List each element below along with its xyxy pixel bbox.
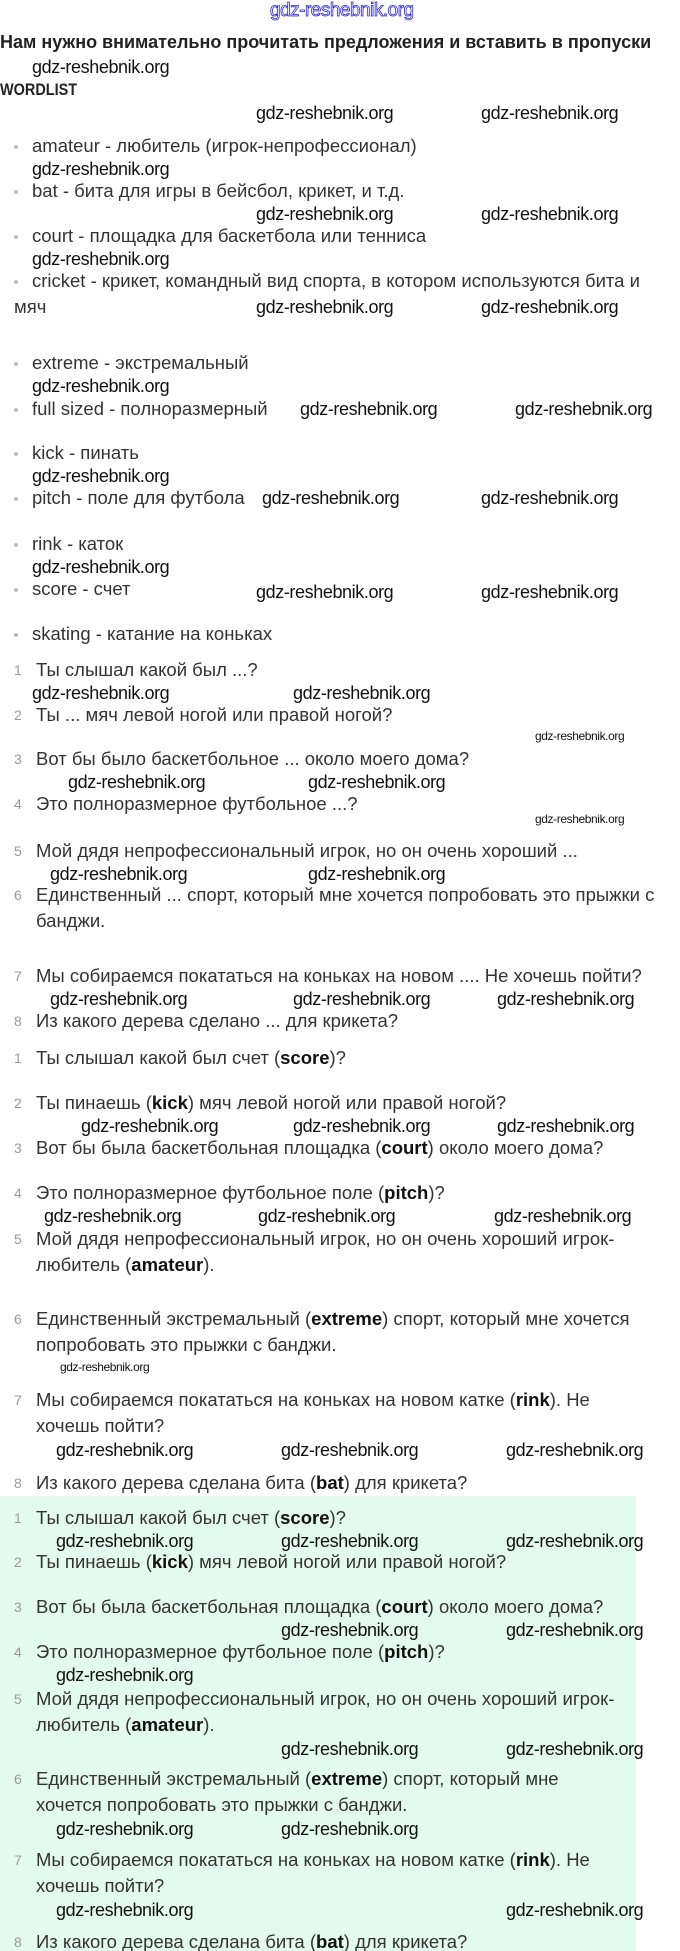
bullet-icon [14, 588, 18, 592]
bullet-icon [14, 408, 18, 412]
question-item [14, 657, 674, 683]
answer-word: bat [316, 1472, 344, 1493]
answer-text-after: )? [329, 1507, 346, 1528]
watermark-text: gdz-reshebnik.org [535, 729, 625, 743]
answer-word: pitch [384, 1182, 429, 1203]
watermark-text: gdz-reshebnik.org [50, 989, 188, 1009]
bullet-icon [14, 280, 18, 284]
watermark-text: gdz-reshebnik.org [68, 772, 206, 792]
watermark-text: gdz-reshebnik.org [256, 103, 394, 123]
answer-text-after: ) около моего дома? [427, 1596, 604, 1617]
answer-text [36, 1180, 445, 1206]
answer-text [36, 1766, 624, 1818]
answer-text-before: Из какого дерева сделана бита ( [36, 1931, 317, 1951]
answer-item [14, 1135, 654, 1161]
wordlist-item-text: score - счет [32, 578, 131, 599]
wordlist-item-text: pitch - поле для футбола [32, 487, 245, 508]
answer-text-before: Ты слышал какой был счет ( [36, 1047, 281, 1068]
watermark-text: gdz-reshebnik.org [308, 772, 446, 792]
answer-word: rink [515, 1849, 550, 1870]
answer-text [36, 1306, 654, 1358]
question-text: Из какого дерева сделано ... для крикета? [36, 1010, 399, 1031]
site-header-link[interactable]: gdz-reshebnik.org [270, 0, 414, 21]
item-number: 3 [14, 1599, 22, 1615]
answer-text [36, 1594, 603, 1620]
item-number: 1 [14, 662, 22, 678]
answer-text [36, 1639, 445, 1665]
item-number: 7 [14, 1852, 22, 1868]
answer-word: amateur [131, 1254, 204, 1275]
answer-text-after: ). Не хочешь пойти? [36, 1389, 590, 1436]
watermark-text: gdz-reshebnik.org [256, 204, 394, 224]
wordlist-item [14, 350, 654, 376]
item-number: 3 [14, 751, 22, 767]
item-number: 1 [14, 1510, 22, 1526]
watermark-text: gdz-reshebnik.org [293, 1116, 431, 1136]
item-number: 7 [14, 968, 22, 984]
wordlist-item-text: court - площадка для баскетбола или тенниса [32, 225, 427, 246]
answer-text [36, 1505, 346, 1531]
page-title: Нам нужно внимательно прочитать предложения и вставить в пропуски [0, 32, 652, 52]
watermark-text: gdz-reshebnik.org [506, 1739, 644, 1759]
answer-word: pitch [384, 1641, 429, 1662]
answer-text-after: ) спорт, который мне хочется попробовать это прыжки с банджи. [36, 1768, 559, 1815]
watermark-text: gdz-reshebnik.org [262, 488, 400, 508]
watermark-text: gdz-reshebnik.org [50, 864, 188, 884]
answer-text-after: ) мяч левой ногой или правой ногой? [187, 1551, 507, 1572]
wordlist-heading: WORDLIST [0, 80, 78, 99]
answer-text-before: Из какого дерева сделана бита ( [36, 1472, 317, 1493]
answer-text [36, 1090, 506, 1116]
answer-item [14, 1639, 624, 1665]
question-item [14, 838, 674, 864]
item-number: 8 [14, 1934, 22, 1950]
item-number: 2 [14, 1095, 22, 1111]
answer-text [36, 1549, 506, 1575]
answer-text-after: ) мяч левой ногой или правой ногой? [187, 1092, 507, 1113]
watermark-text: gdz-reshebnik.org [281, 1819, 419, 1839]
watermark-text: gdz-reshebnik.org [32, 159, 170, 179]
watermark-text: gdz-reshebnik.org [481, 488, 619, 508]
item-number: 8 [14, 1475, 22, 1491]
answer-text [36, 1929, 467, 1951]
answer-text [36, 1226, 654, 1278]
bullet-icon [14, 452, 18, 456]
bullet-icon [14, 633, 18, 637]
question-item [14, 1008, 674, 1034]
wordlist-item-text: rink - каток [32, 533, 124, 554]
watermark-text: gdz-reshebnik.org [56, 1531, 194, 1551]
answer-text-after: )? [329, 1047, 346, 1068]
wordlist-item-text: full sized - полноразмерный [32, 398, 268, 419]
answer-text-before: Ты пинаешь ( [36, 1551, 152, 1572]
item-number: 5 [14, 1231, 22, 1247]
watermark-text: gdz-reshebnik.org [506, 1440, 644, 1460]
answer-text-after: )? [428, 1182, 445, 1203]
answer-text-before: Единственный экстремальный ( [36, 1768, 312, 1789]
answer-text [36, 1847, 624, 1899]
wordlist-item [14, 621, 654, 647]
item-number: 4 [14, 1185, 22, 1201]
question-item [14, 746, 674, 772]
answer-item [14, 1306, 654, 1358]
watermark-text: gdz-reshebnik.org [281, 1620, 419, 1640]
watermark-text: gdz-reshebnik.org [56, 1440, 194, 1460]
wordlist-item-text: amateur - любитель (игрок-непрофессионал) [32, 135, 417, 156]
answer-item [14, 1594, 624, 1620]
watermark-text: gdz-reshebnik.org [32, 57, 170, 77]
answer-text-after: ). Не хочешь пойти? [36, 1849, 590, 1896]
item-number: 5 [14, 1691, 22, 1707]
answer-word: court [381, 1137, 428, 1158]
watermark-text: gdz-reshebnik.org [32, 249, 170, 269]
watermark-text: gdz-reshebnik.org [281, 1739, 419, 1759]
answer-item [14, 1226, 654, 1278]
watermark-text: gdz-reshebnik.org [56, 1665, 194, 1685]
answer-text-after: ) для крикета? [343, 1472, 468, 1493]
watermark-text: gdz-reshebnik.org [535, 812, 625, 826]
watermark-text: gdz-reshebnik.org [281, 1440, 419, 1460]
watermark-text: gdz-reshebnik.org [60, 1360, 150, 1374]
answer-item [14, 1847, 624, 1899]
answer-text-before: Ты слышал какой был счет ( [36, 1507, 281, 1528]
watermark-text: gdz-reshebnik.org [81, 1116, 219, 1136]
watermark-text: gdz-reshebnik.org [56, 1900, 194, 1920]
bullet-icon [14, 362, 18, 366]
answer-text-after: ) спорт, который мне хочется попробовать это прыжки с банджи. [36, 1308, 630, 1355]
question-text: Вот бы было баскетбольное ... около моего дома? [36, 748, 470, 769]
wordlist-item-text: bat - бита для игры в бейсбол, крикет, и т.д. [32, 180, 405, 201]
wordlist-item-text: cricket - крикет, командный вид спорта, в котором используются бита и мяч [14, 270, 640, 317]
answer-word: kick [151, 1551, 188, 1572]
answer-word: kick [151, 1092, 188, 1113]
item-number: 1 [14, 1050, 22, 1066]
answer-text-before: Мой дядя непрофессиональный игрок, но он очень хороший игрок-любитель ( [36, 1228, 615, 1275]
watermark-text: gdz-reshebnik.org [497, 989, 635, 1009]
answer-word: court [381, 1596, 428, 1617]
watermark-text: gdz-reshebnik.org [506, 1531, 644, 1551]
answer-text-before: Вот бы была баскетбольная площадка ( [36, 1137, 382, 1158]
wordlist-item-text: extreme - экстремальный [32, 352, 249, 373]
wordlist-item [14, 178, 654, 204]
watermark-text: gdz-reshebnik.org [497, 1116, 635, 1136]
watermark-text: gdz-reshebnik.org [281, 1531, 419, 1551]
question-item [14, 702, 674, 728]
watermark-text: gdz-reshebnik.org [293, 683, 431, 703]
item-number: 4 [14, 1644, 22, 1660]
bullet-icon [14, 190, 18, 194]
question-text: Ты ... мяч левой ногой или правой ногой? [36, 704, 393, 725]
watermark-text: gdz-reshebnik.org [308, 864, 446, 884]
item-number: 7 [14, 1392, 22, 1408]
answer-word: amateur [131, 1714, 204, 1735]
answer-text-before: Мы собираемся покататься на коньках на новом катке ( [36, 1849, 516, 1870]
answer-text [36, 1045, 346, 1071]
watermark-text: gdz-reshebnik.org [258, 1206, 396, 1226]
watermark-text: gdz-reshebnik.org [32, 683, 170, 703]
answer-text [36, 1387, 654, 1439]
answer-word: score [280, 1047, 330, 1068]
item-number: 8 [14, 1013, 22, 1029]
wordlist-item [14, 531, 654, 557]
answer-item [14, 1929, 624, 1951]
question-text: Единственный ... спорт, который мне хочется попробовать это прыжки с банджи. [36, 884, 655, 931]
item-number: 2 [14, 1554, 22, 1570]
answer-text-after: ). [203, 1254, 215, 1275]
question-text: Ты слышал какой был ...? [36, 659, 258, 680]
answer-text-before: Это полноразмерное футбольное поле ( [36, 1641, 385, 1662]
wordlist-item [14, 440, 654, 466]
answer-word: extreme [311, 1308, 383, 1329]
watermark-text: gdz-reshebnik.org [32, 376, 170, 396]
answer-item [14, 1470, 654, 1496]
answer-text-before: Единственный экстремальный ( [36, 1308, 312, 1329]
question-text: Мы собираемся покататься на коньках на новом .... Не хочешь пойти? [36, 965, 642, 986]
answer-text-after: )? [428, 1641, 445, 1662]
watermark-text: gdz-reshebnik.org [32, 557, 170, 577]
bullet-icon [14, 497, 18, 501]
wordlist-item-text: kick - пинать [32, 442, 139, 463]
question-item [14, 882, 674, 934]
answer-text-before: Вот бы была баскетбольная площадка ( [36, 1596, 382, 1617]
bullet-icon [14, 235, 18, 239]
bullet-icon [14, 145, 18, 149]
item-number: 6 [14, 1311, 22, 1327]
item-number: 5 [14, 843, 22, 859]
watermark-text: gdz-reshebnik.org [515, 399, 653, 419]
answer-item [14, 1505, 624, 1531]
answer-item [14, 1180, 654, 1206]
answer-word: bat [316, 1931, 344, 1951]
item-number: 4 [14, 796, 22, 812]
question-text: Это полноразмерное футбольное ...? [36, 793, 358, 814]
answer-item [14, 1549, 624, 1575]
answer-text-before: Мы собираемся покататься на коньках на новом катке ( [36, 1389, 516, 1410]
watermark-text: gdz-reshebnik.org [506, 1900, 644, 1920]
watermark-text: gdz-reshebnik.org [256, 582, 394, 602]
item-number: 6 [14, 1771, 22, 1787]
bullet-icon [14, 543, 18, 547]
watermark-text: gdz-reshebnik.org [481, 297, 619, 317]
watermark-text: gdz-reshebnik.org [44, 1206, 182, 1226]
answer-text [36, 1470, 467, 1496]
answer-text-after: ) для крикета? [343, 1931, 468, 1951]
item-number: 2 [14, 707, 22, 723]
wordlist-item [14, 133, 654, 159]
answer-text-before: Ты пинаешь ( [36, 1092, 152, 1113]
watermark-text: gdz-reshebnik.org [256, 297, 394, 317]
answer-word: rink [515, 1389, 550, 1410]
watermark-text: gdz-reshebnik.org [56, 1819, 194, 1839]
wordlist-item-text: skating - катание на коньках [32, 623, 273, 644]
watermark-text: gdz-reshebnik.org [293, 989, 431, 1009]
watermark-text: gdz-reshebnik.org [481, 103, 619, 123]
answer-text-before: Это полноразмерное футбольное поле ( [36, 1182, 385, 1203]
answer-item [14, 1045, 654, 1071]
answer-text [36, 1686, 624, 1738]
answer-text [36, 1135, 603, 1161]
watermark-text: gdz-reshebnik.org [481, 204, 619, 224]
question-item [14, 963, 674, 989]
answer-text-after: ) около моего дома? [427, 1137, 604, 1158]
watermark-text: gdz-reshebnik.org [32, 466, 170, 486]
answer-text-before: Мой дядя непрофессиональный игрок, но он очень хороший игрок-любитель ( [36, 1688, 615, 1735]
answer-word: extreme [311, 1768, 383, 1789]
answer-item [14, 1387, 654, 1439]
question-text: Мой дядя непрофессиональный игрок, но он очень хороший ... [36, 840, 578, 861]
answer-word: score [280, 1507, 330, 1528]
watermark-text: gdz-reshebnik.org [481, 582, 619, 602]
watermark-text: gdz-reshebnik.org [494, 1206, 632, 1226]
item-number: 3 [14, 1140, 22, 1156]
answer-text-after: ). [203, 1714, 215, 1735]
watermark-text: gdz-reshebnik.org [300, 399, 438, 419]
item-number: 6 [14, 887, 22, 903]
answer-item [14, 1090, 654, 1116]
answer-item [14, 1686, 624, 1738]
watermark-text: gdz-reshebnik.org [506, 1620, 644, 1640]
wordlist-item [14, 223, 654, 249]
answer-item [14, 1766, 624, 1818]
